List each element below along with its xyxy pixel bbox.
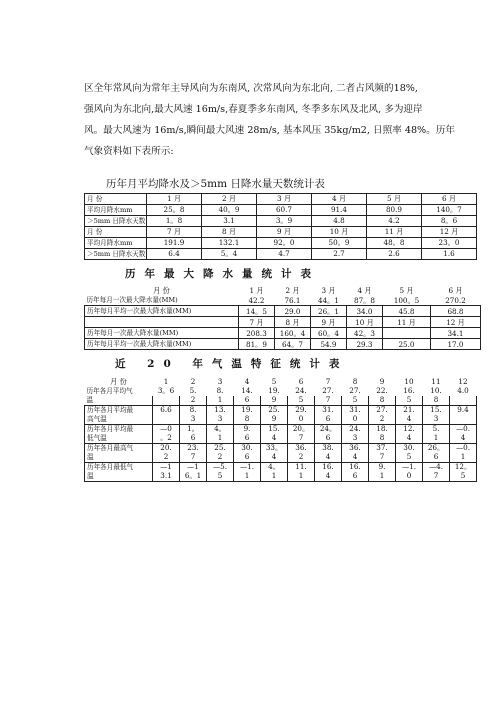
table-cell: 15. <box>423 406 450 416</box>
table-header-row <box>85 378 477 387</box>
table-cell: 9.4 <box>450 406 477 416</box>
table-cell: 9. <box>234 425 261 435</box>
table-cell: 8。6 <box>422 216 477 227</box>
table-cell: 1 月 <box>147 194 202 205</box>
table-cell: 25.0 <box>383 339 431 350</box>
table-cell: 64。7 <box>275 339 311 350</box>
table-cell: 29.0 <box>275 306 311 317</box>
table-cell: 38. <box>315 444 342 454</box>
table-cell: 18. <box>369 425 396 435</box>
table-cell: 5 <box>288 396 315 406</box>
paragraph-line: 风。最大风速为 16m/s,瞬间最大风速 28m/s, 基本风压 35kg/m2, 日照率 48%。历年 <box>84 125 455 136</box>
table-cell: —4. <box>423 463 450 473</box>
table-cell: 17.0 <box>431 339 481 350</box>
table-cell: 5. <box>189 387 197 395</box>
table-cell: 12. <box>396 425 423 435</box>
precipitation-table <box>84 193 477 260</box>
table-cell: 1 <box>450 453 477 463</box>
table-cell: 16. <box>403 387 415 395</box>
table-cell: 4。 <box>207 425 234 435</box>
table-cell: 3。9 <box>257 216 312 227</box>
table-cell: 8 <box>234 415 261 425</box>
table-row <box>85 205 477 216</box>
header-cell: 3 月 <box>321 285 336 295</box>
table-cell: —1 <box>180 463 207 473</box>
header-cell: 6 月 <box>448 285 463 295</box>
table-cell: 2 <box>288 453 315 463</box>
table-cell: 6 <box>315 434 342 444</box>
row-label: 月 份 <box>85 194 147 205</box>
table-cell: 6 <box>180 434 207 444</box>
table-cell: 3 <box>423 415 450 425</box>
table-cell: 1。8 <box>147 216 202 227</box>
table-cell: 12。 <box>450 463 477 473</box>
table-row <box>85 396 477 406</box>
table-cell: 1 <box>288 472 315 482</box>
table-cell: 3 <box>180 415 207 425</box>
table-cell <box>153 396 180 406</box>
paragraph-line: 强风向为东北向,最大风速 16m/s,春夏季多东南风, 冬季多东风及北风, 多为迎岸 <box>84 104 423 115</box>
row-label: 高气温 <box>85 415 153 425</box>
table-cell: 10 月 <box>347 317 383 328</box>
row-label: ＞5mm 日降水天数 <box>85 216 147 227</box>
row-label: 温 <box>86 396 94 404</box>
table-cell: 20. <box>153 444 180 454</box>
table3-title: 近 20 年气温特征统计表 <box>115 358 349 370</box>
month-cell: 11 <box>431 378 441 386</box>
table-cell: 7 <box>315 396 342 406</box>
table-cell: 31. <box>342 406 369 416</box>
table-header-row <box>85 285 481 295</box>
table-cell: 40。9 <box>202 205 257 216</box>
row-label: 低气温 <box>85 434 153 444</box>
table-cell: 9 <box>261 396 288 406</box>
table-cell: 60。4 <box>311 328 347 339</box>
table-cell: 2.6 <box>367 249 422 260</box>
table-cell: 6 <box>423 453 450 463</box>
table-cell: 2 <box>153 453 180 463</box>
table-cell: 4.7 <box>257 249 312 260</box>
header-cell: 1 月 <box>249 285 264 295</box>
table-cell: 5 <box>207 472 234 482</box>
table-cell: 54.9 <box>311 339 347 350</box>
table-cell: 3 <box>207 415 234 425</box>
table-cell: 25。8 <box>147 205 202 216</box>
table-cell: 100。5 <box>393 295 420 305</box>
table-cell: 10 月 <box>312 227 367 238</box>
table-cell: —1. <box>234 463 261 473</box>
row-label: 平均月降水mm <box>85 238 147 249</box>
table-cell: 208.3 <box>239 328 275 339</box>
table-cell: 12 月 <box>431 317 481 328</box>
table-cell: 2 月 <box>202 194 257 205</box>
table-row <box>85 238 477 249</box>
table-cell: 37. <box>369 444 396 454</box>
table-cell: 16. <box>315 463 342 473</box>
table-cell <box>450 396 477 406</box>
table-row <box>85 463 477 473</box>
table-cell: 27. <box>322 387 334 395</box>
table-row <box>85 295 481 306</box>
table-row <box>85 328 481 339</box>
table-cell: 36. <box>342 444 369 454</box>
table-cell: 4 <box>315 453 342 463</box>
table-row <box>85 472 477 482</box>
table-cell: 7 <box>180 453 207 463</box>
month-cell: 3 <box>217 378 223 386</box>
table-cell: 3。6 <box>157 387 175 395</box>
table-cell: 6 <box>234 396 261 406</box>
table-cell: 26。1 <box>311 306 347 317</box>
table-cell: 2.7 <box>312 249 367 260</box>
table-cell: 27. <box>349 387 361 395</box>
table-cell: 1 <box>207 434 234 444</box>
table-cell: 3 <box>342 434 369 444</box>
table-cell: 20。 <box>288 425 315 435</box>
table-cell: 31. <box>315 406 342 416</box>
month-cell: 10 <box>404 378 414 386</box>
row-label: 历年各月平均最 <box>85 406 153 416</box>
table-cell <box>450 415 477 425</box>
table-cell: 132.1 <box>202 238 257 249</box>
row-label: 历年各月最高气 <box>85 444 153 454</box>
header-cell: 5 月 <box>399 285 414 295</box>
table-cell: 50。9 <box>312 238 367 249</box>
table-cell: 21. <box>396 406 423 416</box>
table-cell: 6.4 <box>147 249 202 260</box>
table-row <box>85 444 477 454</box>
table-cell: 6 <box>234 453 261 463</box>
table-row <box>85 453 477 463</box>
table-cell: 8. <box>180 406 207 416</box>
table-row <box>85 216 477 227</box>
row-label: ＞5mm 日降水天数 <box>85 249 147 260</box>
table-cell: 60.7 <box>257 205 312 216</box>
table-row <box>85 415 477 425</box>
table-cell: 81。9 <box>239 339 275 350</box>
table-cell: 11. <box>288 463 315 473</box>
table-cell: 30. <box>234 444 261 454</box>
table-cell: 8. <box>216 387 224 395</box>
table-row <box>85 306 481 317</box>
table-cell: 11 月 <box>367 227 422 238</box>
table-cell: 6 <box>315 415 342 425</box>
table-cell: 4.2 <box>367 216 422 227</box>
table-cell: 42。3 <box>347 328 383 339</box>
table-cell: 6 <box>234 434 261 444</box>
table-cell: 5 <box>450 472 477 482</box>
table-cell: 1 <box>207 396 234 406</box>
table-cell: 9 月 <box>257 227 312 238</box>
table-cell: 3.1 <box>202 216 257 227</box>
table-cell: 4 <box>261 434 288 444</box>
table-cell: —1. <box>396 463 423 473</box>
table-row <box>85 425 477 435</box>
header-label: 月 份 <box>153 285 170 295</box>
table-cell: 14. <box>241 387 253 395</box>
table-cell: 24. <box>342 425 369 435</box>
table-cell: 5 <box>396 396 423 406</box>
table-cell: 4 <box>450 434 477 444</box>
table-cell: 2 <box>369 415 396 425</box>
intro-paragraph <box>84 78 484 162</box>
max-precipitation-table <box>84 285 481 350</box>
table-cell: 2 <box>207 453 234 463</box>
table-cell: 19. <box>234 406 261 416</box>
table-cell: 36. <box>288 444 315 454</box>
table-cell: 45.8 <box>383 306 431 317</box>
table-cell: 7 <box>288 434 315 444</box>
table-cell: 29.3 <box>347 339 383 350</box>
table-cell: 3 月 <box>257 194 312 205</box>
table-cell: 160。4 <box>275 328 311 339</box>
table-cell: 1.6 <box>422 249 477 260</box>
table-cell: —0 <box>153 425 180 435</box>
table-row <box>85 339 481 350</box>
table-cell: 12 月 <box>422 227 477 238</box>
table-cell: 34.0 <box>347 306 383 317</box>
table-cell: 6。1 <box>180 472 207 482</box>
table-cell: 1 <box>234 472 261 482</box>
table-cell: —0. <box>450 425 477 435</box>
table-cell: 11 月 <box>383 317 431 328</box>
table-cell: 91.4 <box>312 205 367 216</box>
row-label: 温 <box>85 453 153 463</box>
table-cell: 5. <box>423 425 450 435</box>
table-cell: 16. <box>342 463 369 473</box>
table-row <box>85 406 477 416</box>
row-label: 历年每月一次最大降水量(MM) <box>85 328 239 339</box>
row-label: 历年各月最低气 <box>85 463 153 473</box>
table-cell: 23。0 <box>422 238 477 249</box>
table-cell: 25. <box>207 444 234 454</box>
table-cell: 4 月 <box>312 194 367 205</box>
header-label: 月 份 <box>110 378 127 386</box>
header-cell: 4 月 <box>357 285 372 295</box>
table-cell: 8 月 <box>275 317 311 328</box>
table-cell: 44。1 <box>318 295 339 305</box>
table-cell: 42.2 <box>248 295 265 305</box>
table-cell: 1。 <box>180 425 207 435</box>
table-cell: 24。 <box>315 425 342 435</box>
table-cell: 191.9 <box>147 238 202 249</box>
table-cell: 15. <box>261 425 288 435</box>
row-label: 历年每月一次最大降水量(MM) <box>86 295 178 304</box>
month-cell: 5 <box>271 378 277 386</box>
table-cell: 80.9 <box>367 205 422 216</box>
table-cell: 0 <box>342 415 369 425</box>
table-cell: 9 <box>261 415 288 425</box>
row-label: 月 份 <box>85 227 147 238</box>
table2-title: 历年最大降水量统计表 <box>125 268 320 280</box>
month-cell: 7 <box>325 378 331 386</box>
table-cell: 29. <box>288 406 315 416</box>
table-cell: 9 月 <box>311 317 347 328</box>
table-cell: 0 <box>396 472 423 482</box>
table-cell: 8 <box>369 434 396 444</box>
table-cell: 6 月 <box>422 194 477 205</box>
table-cell: 7 <box>423 472 450 482</box>
row-label: 温 <box>85 472 153 482</box>
month-cell: 4 <box>244 378 250 386</box>
month-cell: 9 <box>379 378 385 386</box>
table-cell: 1 <box>423 434 450 444</box>
table-cell: 1 <box>369 472 396 482</box>
table-cell: 6 <box>342 472 369 482</box>
table1-title: 历年月平均降水及＞5mm 日降水量天数统计表 <box>106 178 325 190</box>
month-cell: 1 <box>163 378 169 386</box>
table-cell: 34.1 <box>431 328 481 339</box>
month-cell: 8 <box>352 378 358 386</box>
table-row <box>85 227 477 238</box>
table-cell: 4 <box>396 434 423 444</box>
table-cell: 4 <box>342 453 369 463</box>
paragraph-line: 气象资料如下表所示: <box>84 146 174 157</box>
table-cell: 7 <box>369 453 396 463</box>
table-cell: 4.8 <box>312 216 367 227</box>
table-cell: 68.8 <box>431 306 481 317</box>
table-row <box>85 387 477 396</box>
table-cell: 10. <box>430 387 442 395</box>
table-cell: 7 月 <box>239 317 275 328</box>
table-cell: 5 <box>342 396 369 406</box>
table-cell: 76.1 <box>284 295 301 305</box>
table-cell: 8 <box>369 396 396 406</box>
row-label: 历年每月平均一次最大降水量(MM) <box>85 339 239 350</box>
table-row <box>85 317 481 328</box>
table-cell: 4 <box>261 453 288 463</box>
table-row <box>85 194 477 205</box>
month-cell: 12 <box>458 378 468 386</box>
table-cell: 48。8 <box>367 238 422 249</box>
month-cell: 2 <box>190 378 196 386</box>
table-cell: 5。4 <box>202 249 257 260</box>
table-cell: —1 <box>153 463 180 473</box>
table-cell: 9. <box>369 463 396 473</box>
table-cell: 4。 <box>261 463 288 473</box>
table-cell <box>383 328 431 339</box>
table-cell: 24. <box>295 387 307 395</box>
table-cell: 23. <box>180 444 207 454</box>
table-row <box>85 249 477 260</box>
table-cell: 7 月 <box>147 227 202 238</box>
table-cell: 1 <box>261 472 288 482</box>
table-cell: 5 <box>396 453 423 463</box>
row-label: 平均月降水mm <box>85 205 147 216</box>
table-cell: 87。8 <box>354 295 375 305</box>
table-cell: 5 月 <box>367 194 422 205</box>
table-cell: 4 <box>396 415 423 425</box>
table-cell <box>153 415 180 425</box>
table-cell: 6.6 <box>153 406 180 416</box>
paragraph-line: 区全年常风向为常年主导风向为东南风, 次常风向为东北向, 二者占风频的18%, <box>84 83 418 94</box>
table-cell: 92。0 <box>257 238 312 249</box>
table-cell: 13. <box>207 406 234 416</box>
table-cell: 27. <box>369 406 396 416</box>
table-cell: 8 <box>423 396 450 406</box>
row-label: 历年每月平均一次最大降水量(MM) <box>85 306 239 317</box>
table-row <box>85 434 477 444</box>
table-cell: —0. <box>450 444 477 454</box>
table-cell: 4.0 <box>457 387 469 395</box>
table-cell: 8 月 <box>202 227 257 238</box>
table-cell: 。2 <box>153 434 180 444</box>
table-cell: 33。 <box>261 444 288 454</box>
table-cell: 140。7 <box>422 205 477 216</box>
table-cell: 25. <box>261 406 288 416</box>
month-cell: 6 <box>298 378 304 386</box>
row-label: 历年各月平均气 <box>86 387 133 395</box>
header-cell: 2 月 <box>285 285 300 295</box>
table-cell: 2 <box>180 396 207 406</box>
table-cell: 26。 <box>423 444 450 454</box>
table-cell: 0 <box>288 415 315 425</box>
temperature-table <box>84 378 477 482</box>
table-cell: 14。5 <box>239 306 275 317</box>
table-cell: 22. <box>376 387 388 395</box>
table-cell: 30. <box>396 444 423 454</box>
row-label: 历年各月平均最 <box>85 425 153 435</box>
table-cell: 4 <box>315 472 342 482</box>
row-label <box>85 317 239 328</box>
table-cell: —5. <box>207 463 234 473</box>
table-cell: 3.1 <box>153 472 180 482</box>
table-cell: 19. <box>268 387 280 395</box>
table-cell: 270.2 <box>445 295 466 305</box>
